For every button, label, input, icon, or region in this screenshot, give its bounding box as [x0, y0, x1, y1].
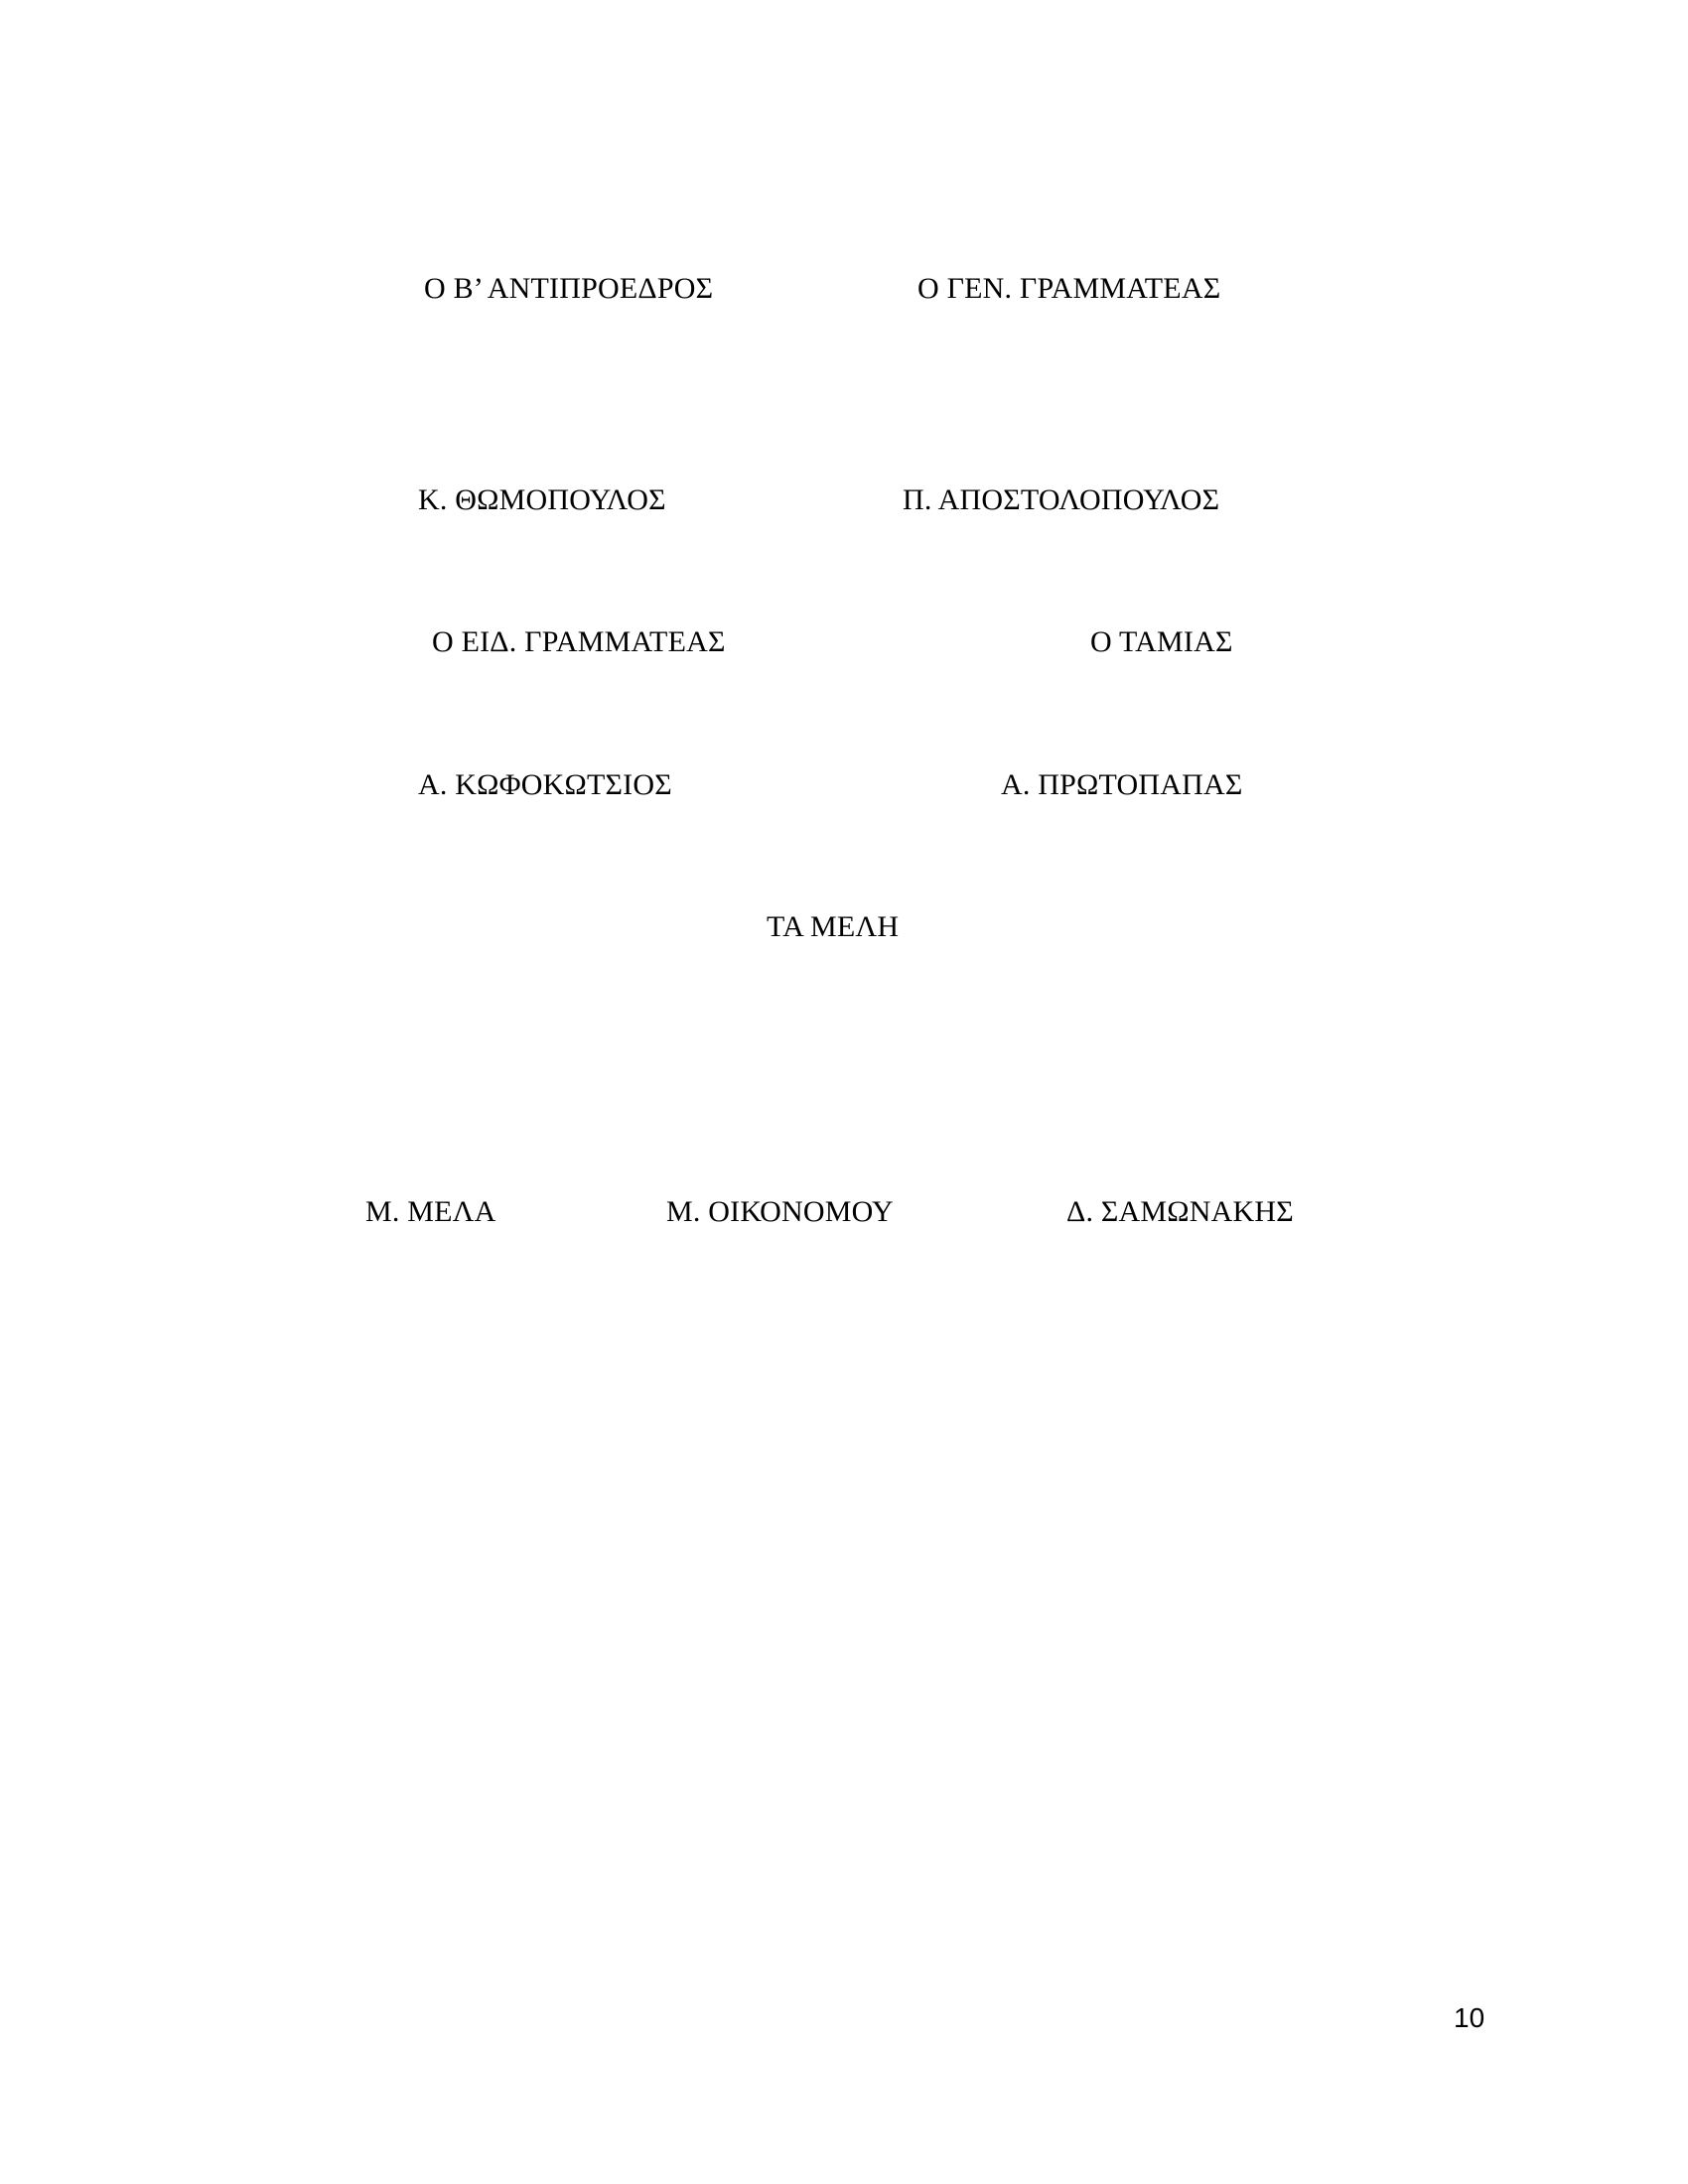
- member-name: Μ. ΟΙΚΟΝΟΜΟΥ: [666, 1195, 894, 1228]
- special-secretary-name: Α. ΚΩΦΟΚΩΤΣΙΟΣ: [418, 768, 672, 801]
- vice-president-title: Ο Β’ ΑΝΤΙΠΡΟΕΔΡΟΣ: [424, 272, 714, 305]
- treasurer-title: Ο ΤΑΜΙΑΣ: [1090, 625, 1233, 658]
- general-secretary-title: Ο ΓΕΝ. ΓΡΑΜΜΑΤΕΑΣ: [917, 272, 1221, 305]
- treasurer-name: Α. ΠΡΩΤΟΠΑΠΑΣ: [1001, 768, 1243, 801]
- members-heading: ΤΑ ΜΕΛΗ: [767, 910, 900, 943]
- general-secretary-name: Π. ΑΠΟΣΤΟΛΟΠΟΥΛΟΣ: [903, 483, 1220, 516]
- member-name: Δ. ΣΑΜΩΝΑΚΗΣ: [1066, 1195, 1294, 1228]
- special-secretary-title: Ο ΕΙΔ. ΓΡΑΜΜΑΤΕΑΣ: [432, 625, 726, 658]
- page-number: 10: [1454, 2002, 1485, 2033]
- member-name: Μ. ΜΕΛΑ: [365, 1195, 496, 1228]
- vice-president-name: Κ. ΘΩΜΟΠΟΥΛΟΣ: [418, 483, 666, 516]
